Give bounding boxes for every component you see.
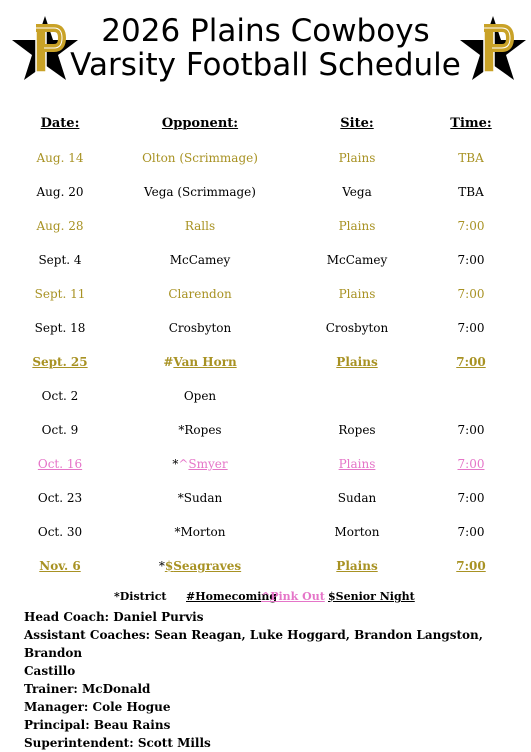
- game-site: Vega: [342, 185, 372, 199]
- principal: Principal: Beau Rains: [24, 718, 171, 732]
- game-date: Sept. 18: [34, 321, 86, 335]
- game-date: Aug. 20: [36, 185, 84, 199]
- game-date: Oct. 23: [37, 491, 83, 505]
- game-opponent-cell: [110, 423, 290, 437]
- table-row: [0, 253, 531, 273]
- title-line-1: 2026 Plains Cowboys: [101, 13, 430, 49]
- game-opponent: Open: [183, 389, 217, 403]
- legend-senior-night: $Senior Night: [328, 590, 415, 603]
- game-opponent: Sudan: [183, 491, 223, 505]
- table-row: [0, 525, 531, 545]
- title-line-2: Varsity Football Schedule: [70, 47, 461, 83]
- game-date: Nov. 6: [39, 559, 81, 573]
- game-date: Aug. 14: [36, 151, 84, 165]
- game-opponent: Smyer: [188, 457, 228, 471]
- game-time: 7:00: [457, 253, 485, 267]
- game-opponent: Van Horn: [173, 355, 237, 369]
- table-row: [0, 389, 531, 409]
- assistant-coaches-continued: Castillo: [24, 664, 76, 678]
- staff-list: [24, 608, 514, 752]
- legend-homecoming: #Homecoming: [186, 590, 278, 603]
- game-site: Plains: [336, 355, 378, 369]
- game-site: Plains: [338, 457, 376, 471]
- game-site: Crosbyton: [325, 321, 389, 335]
- game-opponent: Ralls: [184, 219, 216, 233]
- game-time: 7:00: [456, 559, 486, 573]
- table-row: [0, 219, 531, 239]
- game-site: McCamey: [326, 253, 388, 267]
- column-header-time: Time:: [450, 116, 492, 131]
- game-date: Oct. 2: [41, 389, 79, 403]
- schedule-legend: [0, 590, 531, 606]
- homecoming-marker: #: [163, 355, 174, 369]
- legend-pink-out: ^Pink Out: [261, 590, 325, 603]
- game-date: Sept. 11: [34, 287, 86, 301]
- game-date: Oct. 9: [41, 423, 79, 437]
- game-opponent: McCamey: [169, 253, 231, 267]
- game-date: Sept. 25: [32, 355, 88, 369]
- game-opponent: Clarendon: [168, 287, 232, 301]
- game-opponent-cell: [110, 525, 290, 539]
- manager: Manager: Cole Hogue: [24, 700, 171, 714]
- assistant-coaches: Assistant Coaches: Sean Reagan, Luke Hoggard, Brandon Langston, Brandon: [24, 628, 483, 660]
- game-opponent: Vega (Scrimmage): [144, 185, 256, 199]
- game-site: Plains: [336, 559, 378, 573]
- district-marker: *: [177, 491, 184, 505]
- game-date: Aug. 28: [36, 219, 84, 233]
- game-opponent-cell: [110, 355, 290, 369]
- pink-out-marker: ^: [178, 457, 189, 471]
- game-time: 7:00: [457, 457, 485, 471]
- game-opponent-cell: [110, 457, 290, 471]
- table-row: [0, 559, 531, 579]
- table-row: [0, 321, 531, 341]
- table-row: [0, 287, 531, 307]
- legend-district: *District: [114, 590, 167, 603]
- table-row: [0, 151, 531, 171]
- column-header-opponent: Opponent:: [161, 116, 239, 131]
- game-site: Plains: [338, 287, 376, 301]
- game-opponent-cell: [110, 559, 290, 573]
- game-time: 7:00: [457, 287, 485, 301]
- table-row: [0, 491, 531, 511]
- table-row: [0, 355, 531, 375]
- game-opponent: Ropes: [184, 423, 222, 437]
- game-site: Plains: [338, 151, 376, 165]
- trainer: Trainer: McDonald: [24, 682, 151, 696]
- game-time: TBA: [458, 151, 484, 165]
- senior-night-marker: $: [164, 559, 174, 573]
- game-site: Ropes: [338, 423, 376, 437]
- game-site: Morton: [334, 525, 380, 539]
- district-marker: *: [172, 457, 179, 471]
- game-time: 7:00: [457, 321, 485, 335]
- game-date: Oct. 30: [37, 525, 83, 539]
- star-p-logo-icon: [458, 14, 528, 84]
- game-time: 7:00: [456, 355, 486, 369]
- superintendent: Superintendent: Scott Mills: [24, 736, 211, 750]
- table-row: [0, 423, 531, 443]
- head-coach: Head Coach: Daniel Purvis: [24, 610, 204, 624]
- district-marker: *: [178, 423, 185, 437]
- district-marker: *: [158, 559, 165, 573]
- table-row: [0, 457, 531, 477]
- game-time: 7:00: [457, 491, 485, 505]
- game-time: 7:00: [457, 525, 485, 539]
- table-row: [0, 185, 531, 205]
- page-title: [70, 14, 461, 82]
- game-time: 7:00: [457, 423, 485, 437]
- game-site: Sudan: [337, 491, 377, 505]
- game-time: 7:00: [457, 219, 485, 233]
- column-header-site: Site:: [340, 116, 374, 131]
- game-opponent: Olton (Scrimmage): [142, 151, 258, 165]
- column-header-date: Date:: [40, 116, 80, 131]
- game-opponent: Morton: [180, 525, 226, 539]
- game-date: Sept. 4: [38, 253, 82, 267]
- game-opponent-cell: [110, 491, 290, 505]
- game-date: Oct. 16: [37, 457, 83, 471]
- district-marker: *: [174, 525, 181, 539]
- game-site: Plains: [338, 219, 376, 233]
- game-opponent: Seagraves: [173, 559, 242, 573]
- game-opponent: Crosbyton: [168, 321, 232, 335]
- game-time: TBA: [458, 185, 484, 199]
